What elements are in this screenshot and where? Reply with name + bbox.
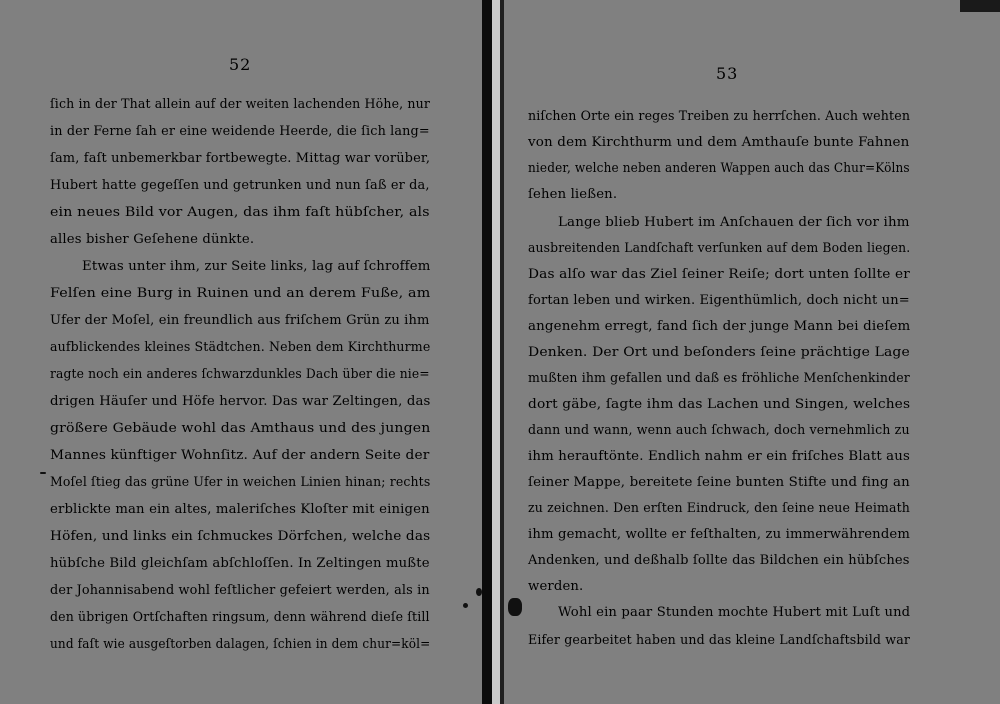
text-line: Denken. Der Ort und beſonders ſeine prächtige Lage bbox=[528, 345, 910, 360]
text-line: ein neues Bild vor Augen, das ihm faſt hübſcher, als bbox=[50, 205, 430, 220]
text-line: dort gäbe, ſagte ihm das Lachen und Singen, welches bbox=[528, 397, 911, 412]
text-line: in der Ferne ſah er eine weidende Heerde, die ſich lang= bbox=[50, 124, 430, 139]
text-line: Etwas unter ihm, zur Seite links, lag auf ſchroffem bbox=[82, 259, 431, 274]
text-line: Höfen, und links ein ſchmuckes Dörfchen, welche das bbox=[50, 529, 431, 544]
text-line: und faſt wie ausgeſtorben dalagen, ſchien in dem chur=köl= bbox=[50, 637, 431, 652]
text-line: aufblickendes kleines Städtchen. Neben dem Kirchthurme bbox=[50, 340, 431, 355]
left-page bbox=[0, 0, 480, 704]
text-line: der Johannisabend wohl feſtlicher gefeiert werden, als in bbox=[50, 583, 430, 598]
ink-speck bbox=[40, 472, 46, 474]
text-line: nieder, welche neben anderen Wappen auch das Chur=Kölns bbox=[528, 161, 910, 176]
text-line: Mannes künftiger Wohnſitz. Auf der andern Seite der bbox=[50, 448, 430, 463]
text-line: ausbreitenden Landſchaft verſunken auf dem Boden liegen. bbox=[528, 241, 911, 256]
text-line: Hubert hatte gegeſſen und getrunken und nun ſaß er da, bbox=[50, 178, 430, 193]
text-line: ragte noch ein anderes ſchwarzdunkles Dach über die nie= bbox=[50, 367, 430, 382]
text-line: ſam, faſt unbemerkbar fortbewegte. Mittag war vorüber, bbox=[50, 151, 431, 166]
text-line: erblickte man ein altes, maleriſches Kloſter mit einigen bbox=[50, 502, 430, 517]
page-number-right: 53 bbox=[716, 64, 739, 83]
text-line: größere Gebäude wohl das Amthaus und des jungen bbox=[50, 421, 431, 436]
text-line: von dem Kirchthurm und dem Amthauſe bunte Fahnen bbox=[528, 135, 910, 150]
text-line: ihm gemacht, wollte er feſthalten, zu immerwährendem bbox=[528, 527, 911, 542]
text-line: Eifer gearbeitet haben und das kleine Landſchaftsbild war bbox=[528, 633, 911, 648]
text-line: dann und wann, wenn auch ſchwach, doch vernehmlich zu bbox=[528, 423, 910, 438]
text-line: alles bisher Geſehene dünkte. bbox=[50, 232, 255, 247]
page-number-left: 52 bbox=[229, 55, 252, 74]
text-line: Andenken, und deßhalb ſollte das Bildchen ein hübſches bbox=[528, 553, 910, 568]
text-line: Lange blieb Hubert im Anſchauen der ſich vor ihm bbox=[558, 215, 910, 230]
text-line: hübſche Bild gleichſam abſchloſſen. In Zeltingen mußte bbox=[50, 556, 430, 571]
text-line: drigen Häuſer und Höfe hervor. Das war Zeltingen, das bbox=[50, 394, 431, 409]
right-page bbox=[490, 0, 1000, 704]
ink-speck bbox=[463, 603, 468, 608]
text-line: Ufer der Moſel, ein freundlich aus friſchem Grün zu ihm bbox=[50, 313, 430, 328]
text-line: mußten ihm gefallen und daß es fröhliche Menſchenkinder bbox=[528, 371, 910, 386]
text-line: Moſel ſtieg das grüne Ufer in weichen Linien hinan; rechts bbox=[50, 475, 431, 490]
text-line: werden. bbox=[528, 579, 584, 594]
text-line: ſeiner Mappe, bereitete ſeine bunten Stifte und fing an bbox=[528, 475, 910, 490]
text-line: angenehm erregt, fand ſich der junge Mann bei dieſem bbox=[528, 319, 911, 334]
text-line: fortan leben und wirken. Eigenthümlich, doch nicht un= bbox=[528, 293, 910, 308]
text-line: niſchen Orte ein reges Treiben zu herrſchen. Auch wehten bbox=[528, 109, 911, 124]
text-line: Wohl ein paar Stunden mochte Hubert mit Luſt und bbox=[558, 605, 911, 620]
ink-speck bbox=[476, 588, 482, 596]
text-line: Felſen eine Burg in Ruinen und an derem Fuße, am bbox=[50, 286, 431, 301]
text-line: ſehen ließen. bbox=[528, 187, 618, 202]
text-line: den übrigen Ortſchaften ringsum, denn während dieſe ſtill bbox=[50, 610, 430, 625]
text-line: zu zeichnen. Den erſten Eindruck, den ſeine neue Heimath bbox=[528, 501, 911, 516]
text-line: ſich in der That allein auf der weiten lachenden Höhe, nur bbox=[50, 97, 431, 112]
text-line: ihm herauftönte. Endlich nahm er ein friſches Blatt aus bbox=[528, 449, 910, 464]
text-line: Das alſo war das Ziel ſeiner Reiſe; dort unten ſollte er bbox=[528, 267, 910, 282]
